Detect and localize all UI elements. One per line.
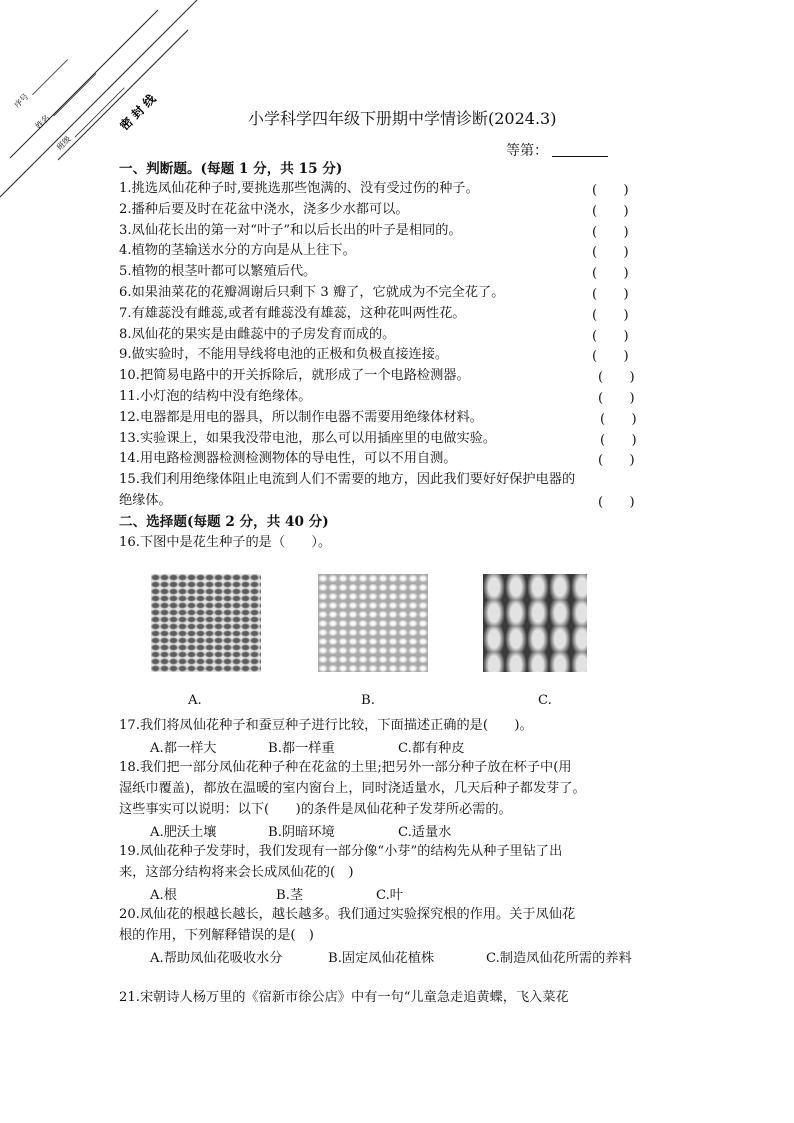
- judge-item-4-answer-paren[interactable]: ( ): [592, 245, 629, 261]
- question-20-line-2: 根的作用，下列解释错误的是( ): [119, 928, 314, 943]
- name-blank: [54, 74, 96, 116]
- corn-seeds-image: [318, 574, 428, 672]
- q20-option-c[interactable]: C.制造凤仙花所需的养料: [486, 951, 632, 966]
- question-18-line-1: 18.我们把一部分凤仙花种子种在花盆的土里;把另外一部分种子放在杯子中(用: [119, 760, 572, 775]
- q19-option-a[interactable]: A.根: [150, 888, 177, 903]
- class-label: 班级: [55, 134, 73, 153]
- question-21-line-1: 21.宋朝诗人杨万里的《宿新市徐公店》中有一句“儿童急走追黄蝶，飞入菜花: [119, 990, 569, 1005]
- judge-item-7: 7.有雄蕊没有雌蕊,或者有雌蕊没有雄蕊，这种花叫两性花。: [119, 305, 466, 321]
- judge-item-3-answer-paren[interactable]: ( ): [592, 224, 629, 240]
- judge-item-15-answer-paren[interactable]: ( ): [598, 495, 635, 511]
- grade-field: [506, 140, 608, 160]
- q20-option-b[interactable]: B.固定凤仙花植株: [328, 951, 435, 966]
- name-label: 姓名: [33, 113, 52, 131]
- q18-option-a[interactable]: A.肥沃土壤: [150, 825, 217, 840]
- judge-item-11-answer-paren[interactable]: ( ): [598, 391, 635, 406]
- question-18-line-2: 湿纸巾覆盖)，都放在温暖的室内窗台上，同时浇适量水，几天后种子都发芽了。: [119, 781, 586, 796]
- peanut-seeds-image: [483, 574, 587, 672]
- judge-item-12-answer-paren[interactable]: ( ): [600, 411, 637, 427]
- question-19-line-2: 来，这部分结构将来会长成凤仙花的( ): [119, 865, 354, 880]
- judge-item-14-answer-paren[interactable]: ( ): [598, 453, 635, 469]
- judge-item-4: 4.植物的茎输送水分的方向是从上往下。: [119, 243, 356, 259]
- seat-blank: [32, 59, 67, 94]
- judge-item-6-answer-paren[interactable]: ( ): [592, 287, 629, 302]
- section1-heading: 一、判断题。(每题 1 分，共 15 分): [119, 161, 343, 177]
- q18-option-c[interactable]: C.适量水: [398, 825, 452, 840]
- judge-item-10: 10.把简易电路中的开关拆除后，就形成了一个电路检测器。: [119, 368, 470, 384]
- q17-option-b[interactable]: B.都一样重: [268, 741, 335, 756]
- class-blank: [75, 88, 124, 137]
- question-20-line-1: 20.凤仙花的根越长越长，越长越多。我们通过实验探究根的作用。关于凤仙花: [119, 907, 576, 922]
- section2-heading: 二、选择题(每题 2 分，共 40 分): [119, 514, 329, 530]
- question-19-line-1: 19.凤仙花种子发芽时，我们发现有一部分像“小芽”的结构先从种子里钻了出: [119, 844, 563, 859]
- judge-item-5: 5.植物的根茎叶都可以繁殖后代。: [119, 264, 317, 280]
- mung-bean-seeds-image: [151, 574, 261, 672]
- judge-item-13-answer-paren[interactable]: ( ): [600, 432, 637, 448]
- judge-item-10-answer-paren[interactable]: ( ): [598, 370, 635, 386]
- judge-item-2-answer-paren[interactable]: ( ): [592, 203, 629, 219]
- q16-option-c-label: C.: [538, 693, 552, 708]
- corner-diagonal-line-third: [58, 30, 188, 160]
- judge-item-3: 3.凤仙花长出的第一对“叶子”和以后长出的叶子是相同的。: [119, 222, 462, 238]
- question-16: 16.下图中是花生种子的是（ ）。: [119, 535, 332, 550]
- q16-option-a-label: A.: [188, 693, 202, 708]
- corner-diagonal-line-inner: [10, 10, 158, 158]
- judge-item-15-continuation: 绝缘体。: [119, 493, 172, 508]
- judge-item-1: 1.挑选凤仙花种子时,要挑选那些饱满的、没有受过伤的种子。: [119, 181, 479, 196]
- judge-item-12: 12.电器都是用电的器具，所以制作电器不需要用绝缘体材料。: [119, 409, 483, 425]
- judge-item-5-answer-paren[interactable]: ( ): [592, 266, 629, 282]
- judge-item-9: 9.做实验时，不能用导线将电池的正极和负极直接连接。: [119, 347, 449, 363]
- grade-label: 等第：: [506, 143, 548, 159]
- judge-item-11: 11.小灯泡的结构中没有绝缘体。: [119, 389, 312, 404]
- judge-item-13: 13.实验课上，如果我没带电池，那么可以用插座里的电做实验。: [119, 430, 497, 446]
- seat-label: 序号: [12, 92, 31, 110]
- grade-blank[interactable]: [552, 142, 608, 157]
- question-17: 17.我们将凤仙花种子和蚕豆种子进行比较，下面描述正确的是( )。: [119, 718, 533, 733]
- judge-item-15: 15.我们利用绝缘体阻止电流到人们不需要的地方，因此我们要好好保护电器的: [119, 472, 576, 488]
- judge-item-2: 2.播种后要及时在花盆中浇水，浇多少水都可以。: [119, 201, 409, 217]
- q20-option-a[interactable]: A.帮助凤仙花吸收水分: [150, 951, 283, 966]
- judge-item-6: 6.如果油菜花的花瓣凋谢后只剩下 3 瓣了，它就成为不完全花了。: [119, 285, 505, 300]
- judge-item-8-answer-paren[interactable]: ( ): [592, 328, 629, 344]
- seal-line-text: 密 封 线: [117, 91, 159, 134]
- page-title: 小学科学四年级下册期中学情诊断(2024.3): [248, 109, 557, 128]
- judge-item-1-answer-paren[interactable]: ( ): [592, 183, 629, 198]
- q19-option-c[interactable]: C.叶: [376, 888, 403, 903]
- question-18-line-3: 这些事实可以说明：以下( )的条件是凤仙花种子发芽所必需的。: [119, 802, 512, 817]
- q17-option-a[interactable]: A.都一样大: [150, 741, 217, 756]
- judge-item-8: 8.凤仙花的果实是由雌蕊中的子房发育而成的。: [119, 326, 396, 342]
- judge-item-14: 14.用电路检测器检测检测物体的导电性，可以不用自测。: [119, 451, 457, 467]
- judge-item-7-answer-paren[interactable]: ( ): [592, 307, 629, 323]
- q16-option-b-label: B.: [361, 693, 375, 708]
- judge-item-9-answer-paren[interactable]: ( ): [592, 349, 629, 365]
- q17-option-c[interactable]: C.都有种皮: [398, 741, 465, 756]
- q19-option-b[interactable]: B.茎: [276, 888, 304, 903]
- q18-option-b[interactable]: B.阴暗环境: [268, 825, 335, 840]
